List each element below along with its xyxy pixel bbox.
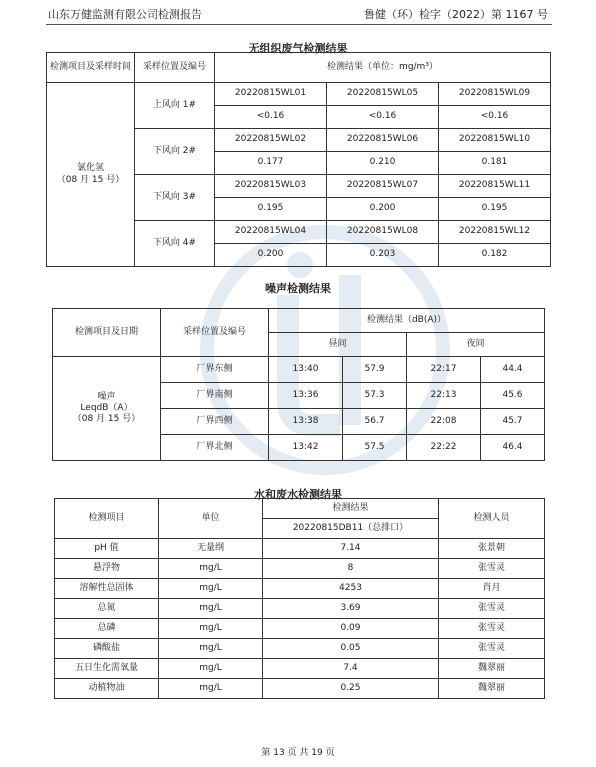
- sample-value: 0.210: [327, 152, 439, 175]
- sample-value: <0.16: [439, 106, 551, 129]
- water-person: 张雪灵: [439, 619, 545, 639]
- water-person: 魏翠丽: [439, 679, 545, 699]
- sample-value: <0.16: [327, 106, 439, 129]
- position-cell: 下风向 2#: [135, 129, 215, 175]
- noise-position: 厂界南侧: [161, 383, 269, 409]
- sample-code: 20220815WL05: [327, 83, 439, 106]
- position-cell: 下风向 3#: [135, 175, 215, 221]
- night-value: 45.6: [481, 383, 545, 409]
- water-value: 0.05: [263, 639, 439, 659]
- water-unit: mg/L: [159, 619, 263, 639]
- water-unit: 无量纲: [159, 539, 263, 559]
- noise-item-line: 噪声: [97, 391, 116, 402]
- noise-position: 厂界东侧: [161, 357, 269, 383]
- night-time: 22:22: [407, 435, 481, 461]
- sample-code: 20220815WL04: [215, 221, 327, 244]
- water-unit: mg/L: [159, 659, 263, 679]
- water-item: 溶解性总固体: [55, 579, 159, 599]
- sample-value: 0.195: [215, 198, 327, 221]
- night-value: 44.4: [481, 357, 545, 383]
- sample-code: 20220815WL07: [327, 175, 439, 198]
- sample-value: 0.177: [215, 152, 327, 175]
- night-time: 22:17: [407, 357, 481, 383]
- report-number: 鲁健（环）检字（2022）第 1167 号: [364, 8, 548, 21]
- noise-item-line: （08 月 15 号）: [72, 414, 141, 425]
- water-person: 魏翠丽: [439, 659, 545, 679]
- position-cell: 下风向 4#: [135, 221, 215, 267]
- water-unit: mg/L: [159, 599, 263, 619]
- water-unit: mg/L: [159, 559, 263, 579]
- water-item: 五日生化需氧量: [55, 659, 159, 679]
- water-person: 肖月: [439, 579, 545, 599]
- col-unit-header: 单位: [159, 499, 263, 539]
- col-item-header: 检测项目及日期: [53, 309, 161, 357]
- water-item: 动植物油: [55, 679, 159, 699]
- night-value: 45.7: [481, 409, 545, 435]
- day-time: 13:38: [269, 409, 343, 435]
- col-day-header: 昼间: [269, 333, 407, 357]
- noise-item-line: LeqdB（A）: [80, 402, 133, 413]
- water-item: 总磷: [55, 619, 159, 639]
- water-value: 4253: [263, 579, 439, 599]
- day-value: 57.3: [343, 383, 407, 409]
- col-night-header: 夜间: [407, 333, 545, 357]
- sample-code: 20220815WL08: [327, 221, 439, 244]
- sample-code: 20220815WL11: [439, 175, 551, 198]
- col-result-header: 检测结果: [263, 499, 439, 519]
- sample-value: 0.200: [327, 198, 439, 221]
- water-person: 张景朝: [439, 539, 545, 559]
- day-value: 56.7: [343, 409, 407, 435]
- day-value: 57.5: [343, 435, 407, 461]
- water-item: 悬浮物: [55, 559, 159, 579]
- water-value: 7.4: [263, 659, 439, 679]
- sample-value: <0.16: [215, 106, 327, 129]
- position-cell: 上风向 1#: [135, 83, 215, 129]
- water-value: 8: [263, 559, 439, 579]
- noise-position: 厂界北侧: [161, 435, 269, 461]
- day-time: 13:40: [269, 357, 343, 383]
- col-position-header: 采样位置及编号: [135, 53, 215, 83]
- col-person-header: 检测人员: [439, 499, 545, 539]
- noise-item-cell: [53, 357, 161, 461]
- col-item-header: 检测项目及采样时间: [47, 53, 135, 83]
- water-item: 磷酸盐: [55, 639, 159, 659]
- sample-code: 20220815WL09: [439, 83, 551, 106]
- company-header: 山东万健监测有限公司检测报告: [48, 8, 202, 21]
- col-item-header: 检测项目: [55, 499, 159, 539]
- day-time: 13:42: [269, 435, 343, 461]
- col-result-header: 检测结果（dB(A)）: [269, 309, 545, 333]
- day-value: 57.9: [343, 357, 407, 383]
- exhaust-gas-table: [46, 52, 551, 267]
- noise-position: 厂界西侧: [161, 409, 269, 435]
- sample-value: 0.203: [327, 244, 439, 267]
- col-position-header: 采样位置及编号: [161, 309, 269, 357]
- water-item: pH 值: [55, 539, 159, 559]
- sample-code: 20220815WL06: [327, 129, 439, 152]
- section3-title: 水和废水检测结果: [254, 488, 342, 501]
- water-person: 张雪灵: [439, 559, 545, 579]
- sample-code: 20220815WL02: [215, 129, 327, 152]
- water-value: 3.69: [263, 599, 439, 619]
- item-cell: [47, 83, 135, 267]
- sample-value: 0.195: [439, 198, 551, 221]
- noise-table: [52, 308, 545, 461]
- sample-code: 20220815WL03: [215, 175, 327, 198]
- water-unit: mg/L: [159, 579, 263, 599]
- water-table: [54, 498, 545, 699]
- sample-value: 0.181: [439, 152, 551, 175]
- water-value: 7.14: [263, 539, 439, 559]
- night-time: 22:13: [407, 383, 481, 409]
- page-number: 第 13 页 共 19 页: [261, 748, 335, 758]
- header-divider: [46, 24, 552, 25]
- section1-title: 无组织废气检测结果: [248, 42, 348, 55]
- day-time: 13:36: [269, 383, 343, 409]
- water-item: 总氮: [55, 599, 159, 619]
- night-value: 46.4: [481, 435, 545, 461]
- section2-title: 噪声检测结果: [265, 282, 331, 295]
- sample-value: 0.182: [439, 244, 551, 267]
- water-value: 0.09: [263, 619, 439, 639]
- water-unit: mg/L: [159, 679, 263, 699]
- item-name: 氯化氢: [76, 163, 104, 174]
- sample-value: 0.200: [215, 244, 327, 267]
- col-sample-header: 20220815DB11（总排口）: [263, 519, 439, 539]
- sample-code: 20220815WL01: [215, 83, 327, 106]
- night-time: 22:08: [407, 409, 481, 435]
- water-unit: mg/L: [159, 639, 263, 659]
- water-person: 张雪灵: [439, 639, 545, 659]
- sample-code: 20220815WL12: [439, 221, 551, 244]
- col-result-header: 检测结果（单位：mg/m³）: [215, 53, 551, 83]
- item-date: （08 月 15 号）: [56, 174, 125, 185]
- water-person: 张雪灵: [439, 599, 545, 619]
- sample-code: 20220815WL10: [439, 129, 551, 152]
- water-value: 0.25: [263, 679, 439, 699]
